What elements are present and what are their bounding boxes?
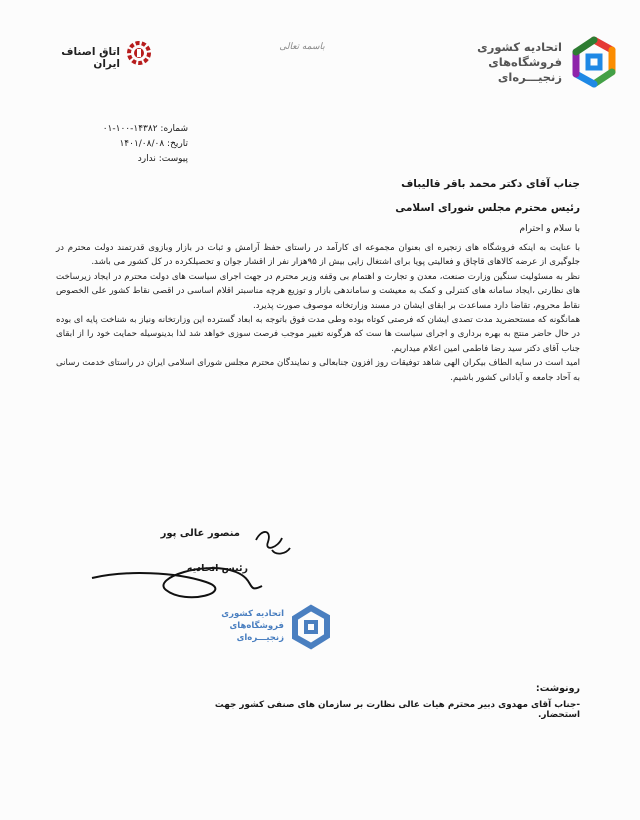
guild-logo-text: اتاق اصناف ایران xyxy=(61,46,120,70)
letter-number: شماره: ۱۴۳۸۲-۱۰۰-۰۱ xyxy=(102,124,188,134)
letter-body xyxy=(56,241,580,385)
signatory-title: رئیس اتحادیه xyxy=(186,563,248,574)
body-paragraph: امید است در سایه الطاف بیکران الهی شاهد توفیقات روز افزون جنابعالی و نمایندگان محترم مجلس شورای اسلامی ایران در راستای خدمت رسانی به آحاد جامعه و آبادانی کشور باشیم. xyxy=(55,358,580,383)
hexagon-puzzle-icon xyxy=(568,36,620,88)
org-name-line: زنجیـــره‌ای xyxy=(497,70,562,84)
letter-date: تاریخ: ۱۴۰۱/۰۸/۰۸ xyxy=(119,139,188,149)
org-name-line: اتحادیه کشوری xyxy=(477,40,562,54)
org-stamp xyxy=(214,604,334,656)
invocation: باسمه تعالی xyxy=(279,42,325,52)
body-paragraph: نظر به مسئولیت سنگین وزارت صنعت، معدن و تجارت و اهتمام بی وقفه وزیر محترم در جهت اجرای سیاست های دولت محترم در ایجاد زیرساخت های نظارتی ،ایجاد سامانه های کنترلی و کمک به معیشت و ساماندهی بازار و توزیع هرچه مناسبتر اقلام اساسی در اقصی نقاط کشور علی الخصوص نقاط محروم، تقاضا دارد مساعدت بر ابقای ایشان در مسند وزارتخانه موصوف صورت پذیرد. xyxy=(56,271,580,311)
hexagon-puzzle-icon xyxy=(288,604,334,650)
stamp-line: فروشگاه‌های xyxy=(229,621,284,631)
letter-attachment: پیوست: ندارد xyxy=(137,154,188,164)
cc-title: رونوشت: xyxy=(535,683,580,694)
greeting: با سلام و احترام xyxy=(519,224,580,234)
guild-logo xyxy=(34,40,152,68)
cc-recipient: -جناب آقای مهدوی دبیر محترم هیات عالی نظارت بر سازمان های صنفی کشور جهت استحضار. xyxy=(214,700,580,720)
org-name-line: فروشگاه‌های xyxy=(488,55,562,69)
gear-shield-icon xyxy=(126,40,152,66)
signatory-name: منصور عالی پور xyxy=(160,528,240,539)
letter-meta xyxy=(58,122,188,167)
body-paragraph: همانگونه که مستحضرید مدت تصدی ایشان که فرصتی کوتاه بوده وطی مدت فوق باتوجه به ابعاد گسترده این وزارتخانه ونیاز به شناخت پایه ای بوده در حال حاضر منتج به بهره برداری و اجرای سیاست ها ست که هرگونه تغییر موجب فرصت سوزی خواهد شد لذا بدینوسیله حمایت خود را از ابقای جناب آقای دکتر سید رضا فاطمی امین اعلام میداریم. xyxy=(56,315,580,354)
addressee-title: رئیس محترم مجلس شورای اسلامی xyxy=(395,202,580,214)
org-logo xyxy=(470,36,620,96)
stamp-line: زنجیـــره‌ای xyxy=(236,633,284,643)
stamp-text xyxy=(212,608,284,644)
body-paragraph: با عنایت به اینکه فروشگاه های زنجیره ای بعنوان مجموعه ای کارآمد در راستای حفظ آرامش و ثبات در بازار وبازوی قدرتمند دولت محترم در جلوگیری از عرضه کالاهای قاچاق و فعالیتی پویا برای اشتغال زایی بیش از ۹۵هزار نفر از اقشار جوان و تحصیلکرده در کل کشور می باشد. xyxy=(56,243,580,268)
addressee-name: جناب آقای دکتر محمد باقر قالیباف xyxy=(401,178,580,190)
org-name xyxy=(462,40,562,85)
stamp-line: اتحادیه کشوری xyxy=(221,609,284,619)
